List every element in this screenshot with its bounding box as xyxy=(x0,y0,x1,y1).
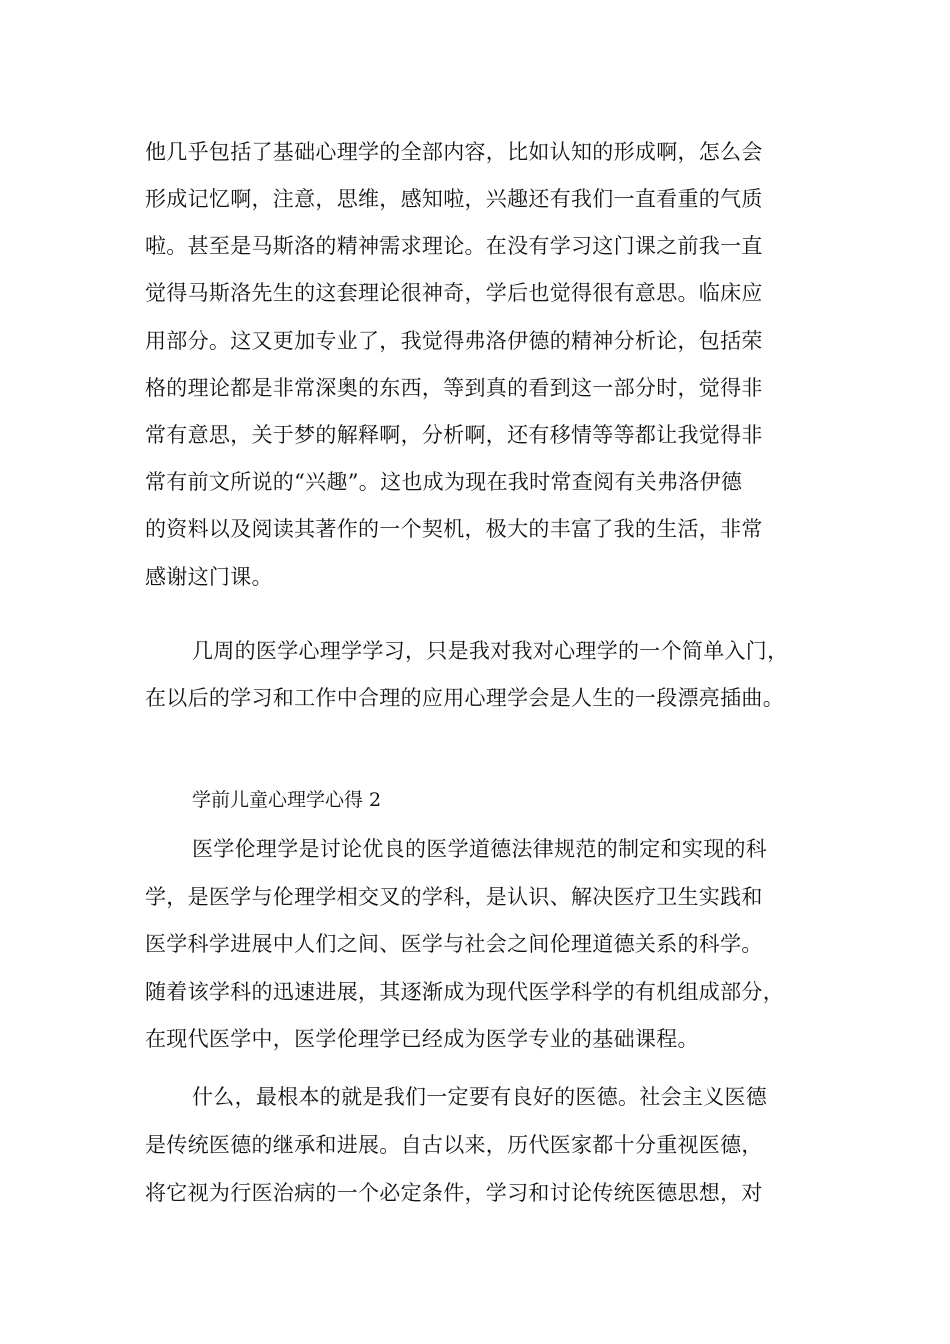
paragraph-line: 几周的医学心理学学习，只是我对我对心理学的一个简单入门， xyxy=(192,639,789,663)
paragraph-line: 将它视为行医治病的一个必定条件，学习和讨论传统医德思想，对 xyxy=(145,1181,763,1205)
paragraph-line: 格的理论都是非常深奥的东西，等到真的看到这一部分时，觉得非 xyxy=(145,376,763,400)
paragraph-line: 医学科学进展中人们之间、医学与社会之间伦理道德关系的科学。 xyxy=(145,932,763,956)
paragraph-line: 什么，最根本的就是我们一定要有良好的医德。社会主义医德 xyxy=(192,1085,768,1109)
paragraph-line: 在现代医学中，医学伦理学已经成为医学专业的基础课程。 xyxy=(145,1027,699,1051)
paragraph-line: 学，是医学与伦理学相交叉的学科，是认识、解决医疗卫生实践和 xyxy=(145,885,763,909)
paragraph-line: 医学伦理学是讨论优良的医学道德法律规范的制定和实现的科 xyxy=(192,837,768,861)
paragraph-line: 的资料以及阅读其著作的一个契机，极大的丰富了我的生活，非常 xyxy=(145,517,763,541)
paragraph-line: 形成记忆啊，注意，思维，感知啦，兴趣还有我们一直看重的气质 xyxy=(145,187,763,211)
paragraph-line: 感谢这门课。 xyxy=(145,565,273,589)
section-heading: 学前儿童心理学心得 2 xyxy=(192,789,382,811)
paragraph-line: 用部分。这又更加专业了，我觉得弗洛伊德的精神分析论，包括荣 xyxy=(145,329,763,353)
paragraph-line: 觉得马斯洛先生的这套理论很神奇，学后也觉得很有意思。临床应 xyxy=(145,281,763,305)
paragraph-line: 常有前文所说的“兴趣”。这也成为现在我时常查阅有关弗洛伊德 xyxy=(145,470,743,494)
paragraph-line: 在以后的学习和工作中合理的应用心理学会是人生的一段漂亮插曲。 xyxy=(145,686,784,710)
paragraph-line: 随着该学科的迅速进展，其逐渐成为现代医学科学的有机组成部分， xyxy=(145,980,784,1004)
paragraph-line: 他几乎包括了基础心理学的全部内容，比如认知的形成啊，怎么会 xyxy=(145,140,763,164)
paragraph-line: 常有意思，关于梦的解释啊，分析啊，还有移情等等都让我觉得非 xyxy=(145,423,763,447)
paragraph-line: 啦。甚至是马斯洛的精神需求理论。在没有学习这门课之前我一直 xyxy=(145,234,763,258)
paragraph-line: 是传统医德的继承和进展。自古以来，历代医家都十分重视医德， xyxy=(145,1133,763,1157)
